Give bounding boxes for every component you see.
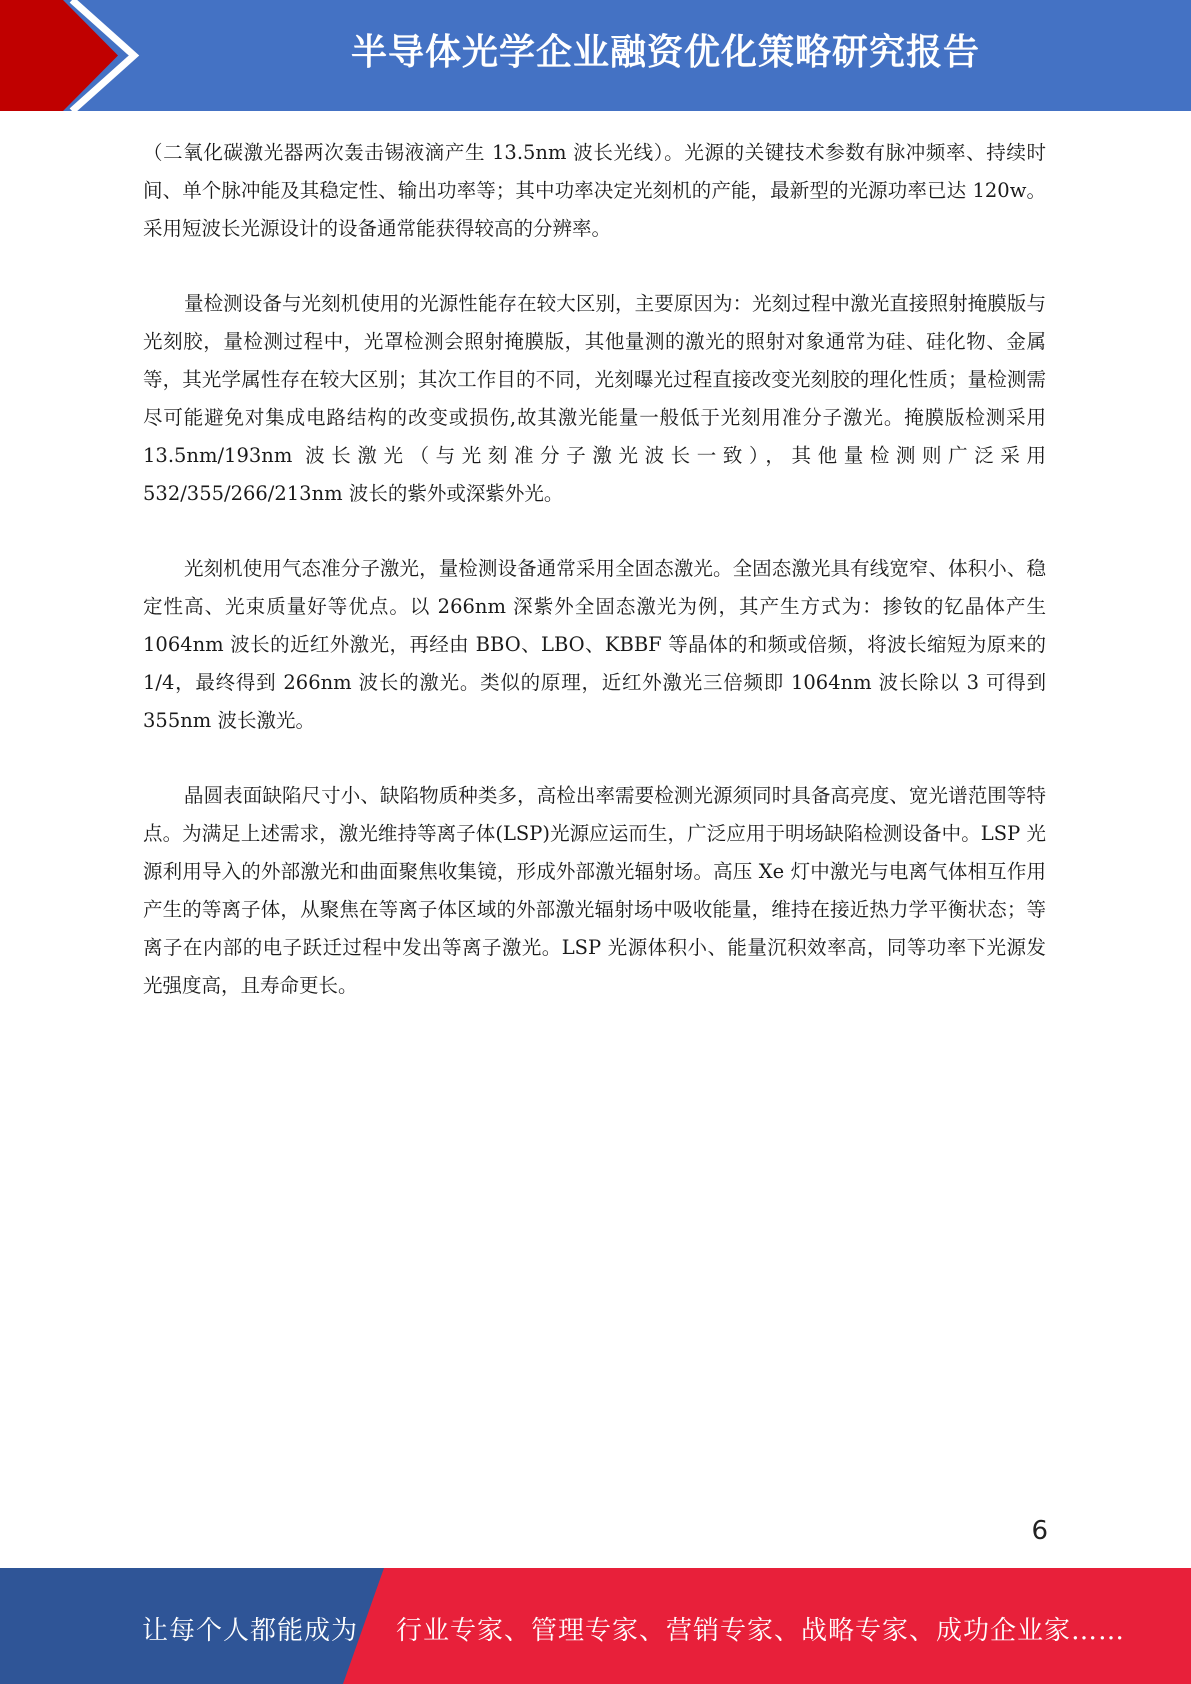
footer-slogan-left: 让每个人都能成为 bbox=[142, 1616, 359, 1646]
paragraph: 晶圆表面缺陷尺寸小、缺陷物质种类多，高检出率需要检测光源须同时具备高亮度、宽光谱范围等特点。为满足上述需求，激光维持等离子体(LSP)光源应运而生，广泛应用于明场缺陷检测设备中。LSP 光源利用导入的外部激光和曲面聚焦收集镜，形成外部激光辐射场。高压 Xe 灯中激光与电离气体相互作用产生的等离子体，从聚焦在等离子体区域的外部激光辐射场中吸收能量，维持在接近热力学平衡状态；等离子在内部的电子跃迁过程中发出等离子激光。LSP 光源体积小、能量沉积效率高，同等功率下光源发光强度高，且寿命更长。 bbox=[143, 784, 1046, 997]
header-banner bbox=[0, 0, 1191, 111]
page-number: 6 bbox=[1031, 1516, 1048, 1546]
header-red-arrow bbox=[0, 0, 118, 111]
footer-banner bbox=[0, 1568, 1191, 1684]
footer-slogan-right: 行业专家、管理专家、营销专家、战略专家、成功企业家…… bbox=[396, 1616, 1126, 1646]
paragraph: 量检测设备与光刻机使用的光源性能存在较大区别，主要原因为：光刻过程中激光直接照射掩膜版与光刻胶，量检测过程中，光罩检测会照射掩膜版，其他量测的激光的照射对象通常为硅、硅化物、金属等，其光学属性存在较大区别；其次工作目的不同，光刻曝光过程直接改变光刻胶的理化性质；量检测需尽可能避免对集成电路结构的改变或损伤,故其激光能量一般低于光刻用准分子激光。掩膜版检测采用 13.5nm/193nm 波长激光（与光刻准分子激光波长一致），其他量检测则广泛采用 532/355/266/213nm 波长的紫外或深紫外光。 bbox=[143, 292, 1046, 505]
paragraph: 光刻机使用气态准分子激光，量检测设备通常采用全固态激光。全固态激光具有线宽窄、体积小、稳定性高、光束质量好等优点。以 266nm 深紫外全固态激光为例，其产生方式为：掺钕的钇晶体产生 1064nm 波长的近红外激光，再经由 BBO、LBO、KBBF 等晶体的和频或倍频，将波长缩短为原来的 1/4，最终得到 266nm 波长的激光。类似的原理，近红外激光三倍频即 1064nm 波长除以 3 可得到 355nm 波长激光。 bbox=[143, 557, 1046, 732]
paragraph: （二氧化碳激光器两次轰击锡液滴产生 13.5nm 波长光线）。光源的关键技术参数有脉冲频率、持续时间、单个脉冲能及其稳定性、输出功率等；其中功率决定光刻机的产能，最新型的光源功率已达 120w。采用短波长光源设计的设备通常能获得较高的分辨率。 bbox=[143, 141, 1046, 240]
body-content bbox=[143, 134, 1046, 1042]
header-arrow-decoration bbox=[0, 0, 160, 111]
report-title: 半导体光学企业融资优化策略研究报告 bbox=[350, 32, 980, 73]
